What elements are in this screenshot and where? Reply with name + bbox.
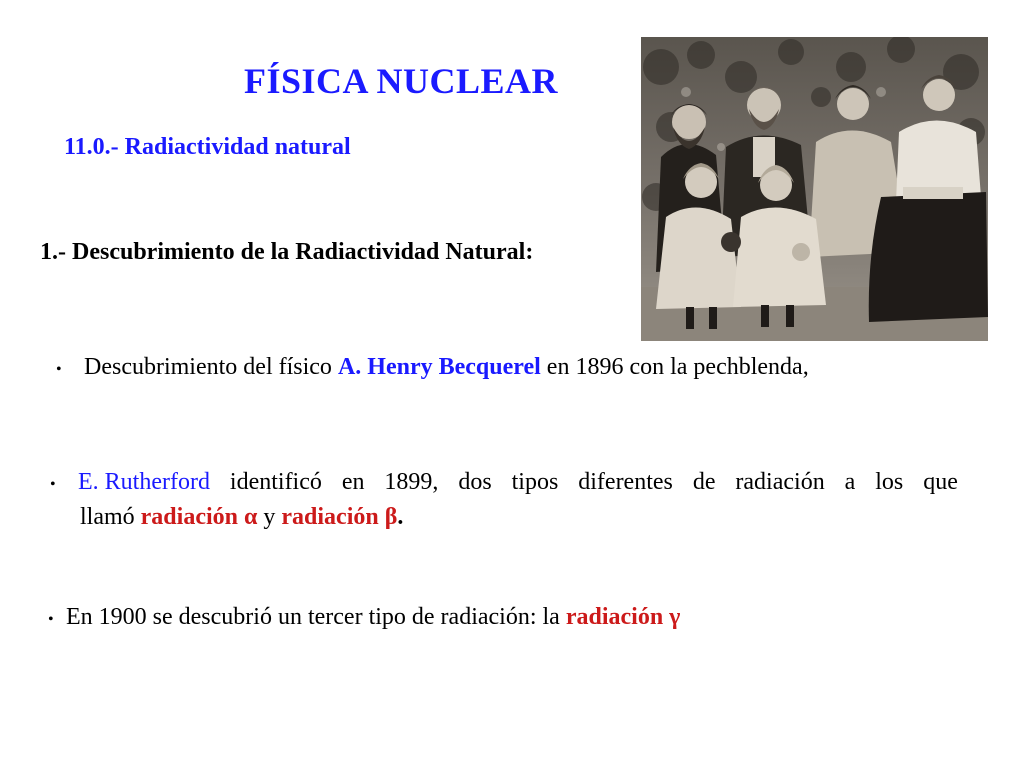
bullet-icon: • bbox=[56, 361, 62, 378]
item3-text: En 1900 se descubrió un tercer tipo de radiación: la bbox=[66, 604, 560, 630]
item2-word: radiación bbox=[735, 469, 825, 495]
bullet-item-becquerel bbox=[56, 354, 809, 381]
radiation-beta: radiación β bbox=[281, 504, 398, 530]
item2-word: los bbox=[875, 469, 904, 495]
item2-word: que bbox=[923, 469, 958, 495]
item2-word: identificó bbox=[229, 469, 322, 495]
item2-word: en bbox=[341, 469, 365, 495]
item2-word: 1899, bbox=[384, 469, 439, 495]
item2-word: a bbox=[844, 469, 856, 495]
discovery-heading: 1.- Descubrimiento de la Radiactividad Natural: bbox=[40, 239, 534, 265]
item2-line2 bbox=[50, 501, 958, 534]
historical-group-photo bbox=[641, 37, 988, 341]
becquerel-name: A. Henry Becquerel bbox=[337, 354, 541, 380]
item2-line2-start: llamó bbox=[80, 504, 135, 530]
bullet-icon: • bbox=[48, 611, 54, 628]
item1-text-after: en 1896 con la pechblenda, bbox=[546, 354, 809, 380]
item2-conjunction: y bbox=[263, 504, 276, 530]
item2-lead bbox=[50, 466, 210, 501]
radiation-gamma: radiación γ bbox=[565, 604, 681, 630]
radiation-alpha: radiación α bbox=[140, 504, 258, 530]
bullet-item-gamma bbox=[48, 604, 680, 631]
item1-text-before: Descubrimiento del físico bbox=[84, 354, 332, 380]
item2-word: diferentes bbox=[578, 469, 673, 495]
rutherford-name: E. Rutherford bbox=[78, 469, 210, 495]
item2-period: . bbox=[397, 504, 404, 530]
item2-line1 bbox=[50, 466, 958, 501]
bullet-icon: • bbox=[50, 476, 56, 493]
item2-word: tipos bbox=[511, 469, 559, 495]
slide-title: FÍSICA NUCLEAR bbox=[244, 61, 559, 101]
section-subtitle: 11.0.- Radiactividad natural bbox=[64, 134, 351, 160]
item2-word: dos bbox=[458, 469, 492, 495]
bullet-item-rutherford bbox=[50, 466, 958, 534]
item2-word: de bbox=[692, 469, 716, 495]
